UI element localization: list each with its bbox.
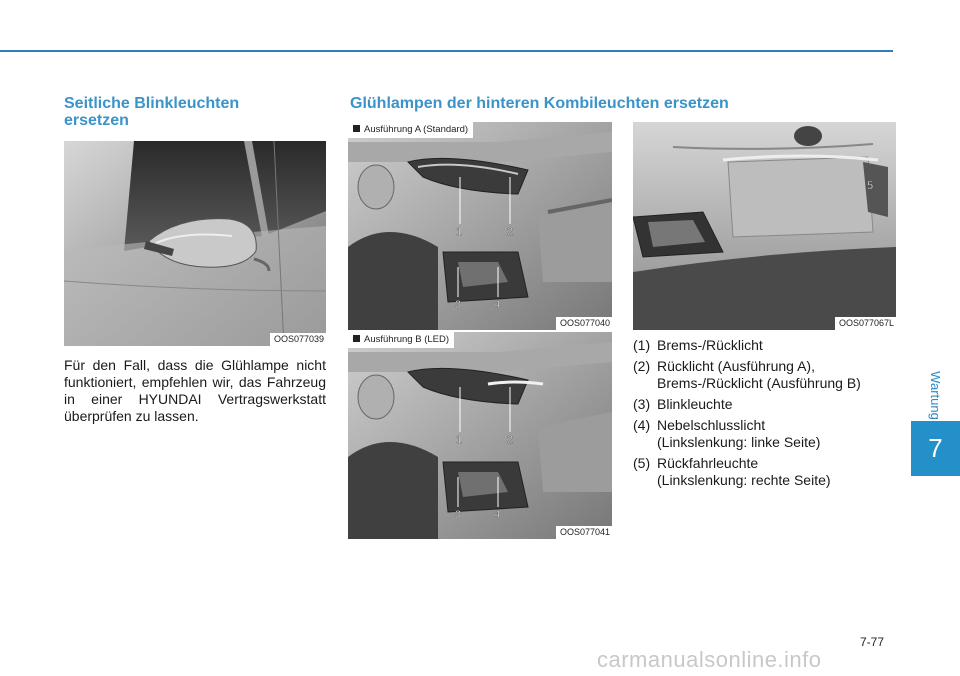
legend-text: Rückfahrleuchte [657, 455, 759, 471]
watermark: carmanualsonline.info [597, 647, 822, 672]
photo-code-a: OOS077040 [556, 317, 612, 330]
tailgate-illustration [633, 122, 896, 330]
legend-number: (2) [633, 358, 651, 374]
legend-text: Brems-/Rücklicht [657, 337, 763, 353]
side-mirror-illustration [64, 141, 326, 346]
legend-item [633, 455, 903, 489]
header-rule [0, 50, 893, 52]
variant-label-b [348, 332, 454, 348]
photo-variant-a [348, 122, 612, 330]
legend-item [633, 396, 903, 413]
callout-1b: 1 [456, 434, 463, 446]
legend-number: (3) [633, 396, 651, 412]
page-number: 7-77 [860, 635, 885, 649]
legend-text: Blinkleuchte [657, 396, 733, 412]
legend-text: Brems-/Rücklicht (Ausführung B) [657, 375, 861, 391]
chapter-number: 7 [928, 433, 943, 463]
variant-text-b: Ausführung B (LED) [364, 334, 450, 345]
legend-number: (5) [633, 455, 651, 471]
rear-lamp-illustration-a [348, 122, 612, 330]
legend-item [633, 337, 903, 354]
callout-4: 4 [494, 299, 501, 311]
photo-code: OOS077039 [270, 333, 326, 346]
legend-text: Nebelschlusslicht [657, 417, 766, 433]
legend-number: (4) [633, 417, 651, 433]
callout-3: 3 [455, 299, 462, 311]
rear-lamp-illustration-b [348, 332, 612, 539]
body-paragraph: Für den Fall, dass die Glühlampe nicht funktioniert, empfehlen wir, das Fahrzeug in einer HYUNDAI Vertragswerkstatt überprüfen zu lassen. [64, 357, 326, 424]
section-label: Wartung [927, 370, 943, 420]
square-bullet-icon [353, 125, 360, 132]
callout-3b: 3 [455, 509, 462, 521]
callout-4b: 4 [494, 509, 501, 521]
legend-number: (1) [633, 337, 651, 353]
section-tab [920, 365, 950, 425]
legend-item [633, 417, 903, 451]
legend-text: (Linkslenkung: linke Seite) [657, 434, 821, 450]
variant-label-a [348, 122, 473, 138]
callout-5: 5 [867, 180, 874, 192]
callout-2: 2 [507, 226, 514, 238]
callout-2b: 2 [507, 434, 514, 446]
photo-code-c: OOS077067L [835, 317, 896, 330]
photo-variant-b [348, 332, 612, 539]
legend-text: (Linkslenkung: rechte Seite) [657, 472, 831, 488]
legend-text: Rücklicht (Ausführung A), [657, 358, 815, 374]
legend-item [633, 358, 903, 392]
variant-text-a: Ausführung A (Standard) [364, 124, 469, 135]
square-bullet-icon [353, 335, 360, 342]
photo-code-b: OOS077041 [556, 526, 612, 539]
right-heading: Glühlampen der hinteren Kombileuchten ersetzen [350, 95, 729, 112]
photo-side-mirror [64, 141, 326, 346]
bulb-legend [633, 337, 903, 493]
callout-1: 1 [456, 226, 463, 238]
chapter-number-box [911, 421, 960, 476]
left-heading: Seitliche Blinkleuchten ersetzen [64, 95, 240, 129]
photo-reversing-lamp [633, 122, 896, 330]
